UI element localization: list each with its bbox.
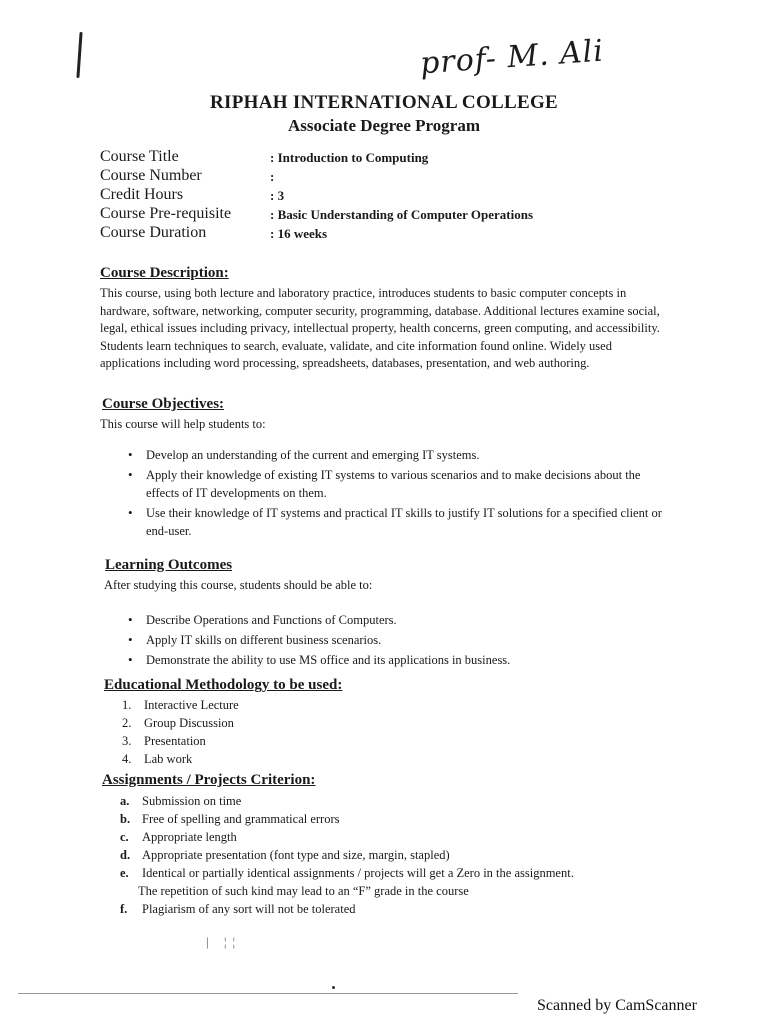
course-info-label: Credit Hours (100, 186, 184, 203)
course-info-label: Course Pre-requisite (100, 205, 232, 222)
program-subtitle: Associate Degree Program (288, 116, 480, 135)
list-item-text: Presentation (144, 734, 206, 748)
methodology-heading: Educational Methodology to be used: (104, 677, 343, 693)
course-info-label: Course Title (100, 148, 179, 165)
list-item-text: Identical or partially identical assignments / projects will get a Zero in the assignment. (142, 866, 574, 880)
handwritten-margin-mark (76, 32, 82, 78)
list-item-text: Lab work (144, 752, 193, 766)
scanner-watermark: Scanned by CamScanner (537, 997, 697, 1014)
course-info-value: : (270, 169, 275, 184)
outcomes-intro: After studying this course, students should be able to: (104, 578, 373, 592)
course-info-value: : Introduction to Computing (270, 150, 429, 165)
handwritten-signature: prof- M. Ali (419, 33, 605, 82)
list-marker: e. (120, 866, 129, 880)
list-marker: 2. (122, 716, 132, 730)
list-marker: 4. (122, 752, 132, 766)
list-item-text: The repetition of such kind may lead to an “F” grade in the course (138, 884, 469, 898)
list-item (120, 846, 680, 864)
list-item-text: Interactive Lecture (144, 698, 239, 712)
list-item (120, 792, 680, 810)
list-item: • Apply IT skills on different business scenarios. (128, 631, 676, 649)
methodology-list (122, 696, 239, 768)
list-item-text: Submission on time (142, 794, 242, 808)
list-item: • Describe Operations and Functions of Computers. (128, 611, 676, 629)
list-marker: d. (120, 848, 131, 862)
course-info-label: Course Number (100, 167, 202, 184)
list-item (122, 732, 239, 750)
course-info-value: : 3 (270, 188, 285, 203)
list-marker: f. (120, 902, 128, 916)
list-item (120, 864, 680, 882)
list-marker: 3. (122, 734, 132, 748)
outcomes-heading: Learning Outcomes (105, 557, 233, 573)
course-info-value: : Basic Understanding of Computer Operations (270, 207, 534, 222)
description-text: This course, using both lecture and laboratory practice, introduces students to basic computer concepts in hardware, software, networking, computer security, programming, database. Additional lectures examine social, legal, ethical issues including privacy, intellectual property, health concerns, green computing, and accessibility. Students learn techniques to search, evaluate, validate, and cite information found online. Widely used applications including word processing, spreadsheets, databases, presentation, and web authoring. (100, 286, 660, 371)
list-item-text: Appropriate presentation (font type and size, margin, stapled) (142, 848, 450, 862)
list-item: • Apply their knowledge of existing IT systems to various scenarios and to make decisions about the effects of IT developments on them. (128, 466, 676, 502)
list-item (120, 900, 680, 918)
college-title: RIPHAH INTERNATIONAL COLLEGE (210, 92, 558, 113)
outcomes-list (128, 611, 676, 671)
scan-artifact-marks: | ¦¦ (206, 934, 242, 949)
list-item: • Demonstrate the ability to use MS office and its applications in business. (128, 651, 676, 669)
list-marker: b. (120, 812, 131, 826)
objectives-list (128, 446, 676, 542)
list-item-text: Plagiarism of any sort will not be tolerated (142, 902, 356, 916)
list-item-text: Group Discussion (144, 716, 234, 730)
list-marker: 1. (122, 698, 132, 712)
page-bottom-edge (18, 993, 518, 994)
list-item-text: Appropriate length (142, 830, 237, 844)
list-marker: c. (120, 830, 129, 844)
list-item-continuation (116, 882, 680, 900)
list-item (120, 828, 680, 846)
list-marker: a. (120, 794, 130, 808)
description-heading: Course Description: (100, 265, 229, 281)
list-item: • Use their knowledge of IT systems and practical IT skills to justify IT solutions for a specified client or end-user. (128, 504, 676, 540)
assignments-heading: Assignments / Projects Criterion: (102, 772, 316, 788)
list-item (122, 696, 239, 714)
scan-artifact-dot (332, 986, 335, 989)
course-info-value: : 16 weeks (270, 226, 328, 241)
list-item-text: Free of spelling and grammatical errors (142, 812, 340, 826)
list-item (122, 750, 239, 768)
course-info-label: Course Duration (100, 224, 207, 241)
assignments-list (120, 792, 680, 918)
list-item (122, 714, 239, 732)
objectives-heading: Course Objectives: (102, 396, 225, 412)
objectives-intro: This course will help students to: (100, 417, 266, 431)
list-item: • Develop an understanding of the current and emerging IT systems. (128, 446, 676, 464)
list-item (120, 810, 680, 828)
